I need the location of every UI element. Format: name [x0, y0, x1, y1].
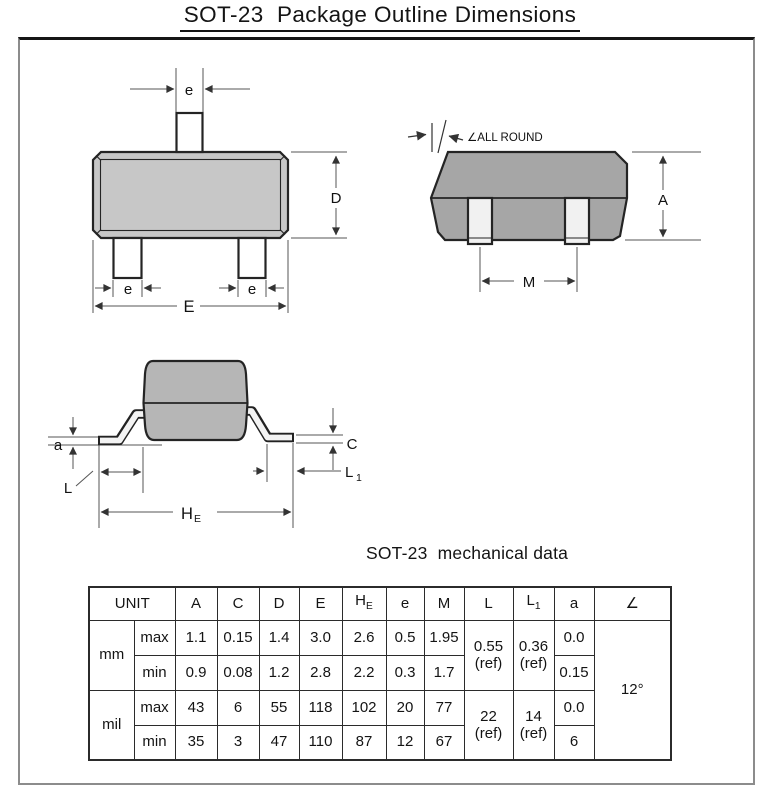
dim-label-HE-sub: E [194, 513, 202, 525]
he-sub: E [366, 600, 373, 612]
table-title: SOT-23 mechanical data [366, 543, 569, 563]
l1-value: 14 [525, 707, 542, 725]
page-title-text: SOT-23 Package Outline Dimensions [180, 2, 581, 32]
limit-cell: max [134, 620, 175, 655]
l1-ref: (ref) [519, 655, 548, 672]
dim-label-HE: H [181, 505, 193, 523]
l1-ref: (ref) [519, 724, 548, 742]
perspective-view-drawing [408, 120, 701, 292]
col-header-L: L [464, 587, 513, 620]
dim-label-L: L [63, 480, 73, 497]
col-header-E: E [299, 587, 342, 620]
dim-label-E: E [183, 298, 195, 316]
lead-front-right [565, 198, 589, 244]
callout-arrow [408, 135, 426, 138]
value-cell: 0.0 [554, 690, 594, 725]
value-cell: 47 [259, 725, 299, 760]
value-cell: 0.9 [175, 655, 217, 690]
lead-front-left [468, 198, 492, 244]
dim-label-e-right: e [247, 281, 257, 298]
value-cell: 0.08 [217, 655, 259, 690]
value-cell: 55 [259, 690, 299, 725]
value-cell: 87 [342, 725, 386, 760]
value-cell: 35 [175, 725, 217, 760]
dim-label-L1-sub: 1 [356, 472, 362, 484]
value-cell: 67 [424, 725, 464, 760]
side-view-drawing [48, 361, 362, 528]
value-cell: 1.95 [424, 620, 464, 655]
dim-label-a: a [53, 437, 63, 454]
value-cell: 2.6 [342, 620, 386, 655]
col-header-angle: ∠ [594, 587, 671, 620]
col-header-unit: UNIT [89, 587, 175, 620]
col-header-a: a [554, 587, 594, 620]
value-cell-L-mm [464, 620, 513, 690]
top-view-drawing [93, 68, 347, 316]
row-mm-max [89, 620, 671, 655]
col-header-L1 [513, 587, 554, 620]
row-mil-max [89, 690, 671, 725]
value-cell: 77 [424, 690, 464, 725]
package-body-perspective [431, 152, 627, 240]
draft-angle-lines [432, 120, 446, 153]
value-cell: 1.2 [259, 655, 299, 690]
value-cell-L1-mm [513, 620, 554, 690]
value-cell: 0.3 [386, 655, 424, 690]
col-header-A: A [175, 587, 217, 620]
dim-label-e-left: e [123, 281, 133, 298]
value-cell: 6 [554, 725, 594, 760]
value-cell-L1-mil [513, 690, 554, 760]
dim-label-A: A [657, 192, 669, 209]
value-cell: 2.8 [299, 655, 342, 690]
lead-top [177, 113, 203, 152]
value-cell: 110 [299, 725, 342, 760]
unit-cell-mm: mm [89, 620, 134, 690]
value-cell: 1.4 [259, 620, 299, 655]
value-cell: 43 [175, 690, 217, 725]
l1-sub: 1 [534, 600, 541, 612]
dim-label-e-top: e [184, 82, 194, 99]
value-cell-angle: 12° [594, 620, 671, 760]
package-body-top-view [93, 152, 288, 238]
mechanical-data-table [88, 586, 672, 761]
l-value: 0.55 [473, 638, 504, 655]
value-cell: 0.5 [386, 620, 424, 655]
col-header-HE [342, 587, 386, 620]
label-leader-line [76, 471, 93, 486]
l-ref: (ref) [474, 724, 503, 742]
limit-cell: min [134, 725, 175, 760]
header-row [89, 587, 671, 620]
dim-label-L1: L [345, 464, 354, 481]
value-cell: 102 [342, 690, 386, 725]
value-cell-L-mil [464, 690, 513, 760]
callout-arrow [449, 136, 463, 140]
limit-cell: max [134, 690, 175, 725]
value-cell: 6 [217, 690, 259, 725]
value-cell: 0.15 [554, 655, 594, 690]
value-cell: 2.2 [342, 655, 386, 690]
all-round-label: ∠ALL ROUND [467, 132, 543, 144]
lead-bottom-right [239, 238, 266, 278]
dim-label-C: C [346, 436, 358, 453]
value-cell: 3 [217, 725, 259, 760]
value-cell: 3.0 [299, 620, 342, 655]
value-cell: 0.0 [554, 620, 594, 655]
col-header-D: D [259, 587, 299, 620]
package-body-side [144, 361, 248, 440]
col-header-C: C [217, 587, 259, 620]
l-ref: (ref) [474, 655, 503, 672]
dim-label-M: M [522, 274, 536, 291]
value-cell: 1.1 [175, 620, 217, 655]
dim-label-D: D [330, 190, 342, 207]
l1-base: L [526, 591, 535, 609]
col-header-e: e [386, 587, 424, 620]
col-header-M: M [424, 587, 464, 620]
row-mil-min [89, 725, 671, 760]
l-value: 22 [480, 707, 497, 725]
lead-bottom-left [114, 238, 142, 278]
value-cell: 0.15 [217, 620, 259, 655]
l1-value: 0.36 [518, 638, 549, 655]
value-cell: 12 [386, 725, 424, 760]
limit-cell: min [134, 655, 175, 690]
value-cell: 1.7 [424, 655, 464, 690]
he-base: H [355, 591, 367, 609]
unit-cell-mil: mil [89, 690, 134, 760]
row-mm-min [89, 655, 671, 690]
value-cell: 118 [299, 690, 342, 725]
value-cell: 20 [386, 690, 424, 725]
